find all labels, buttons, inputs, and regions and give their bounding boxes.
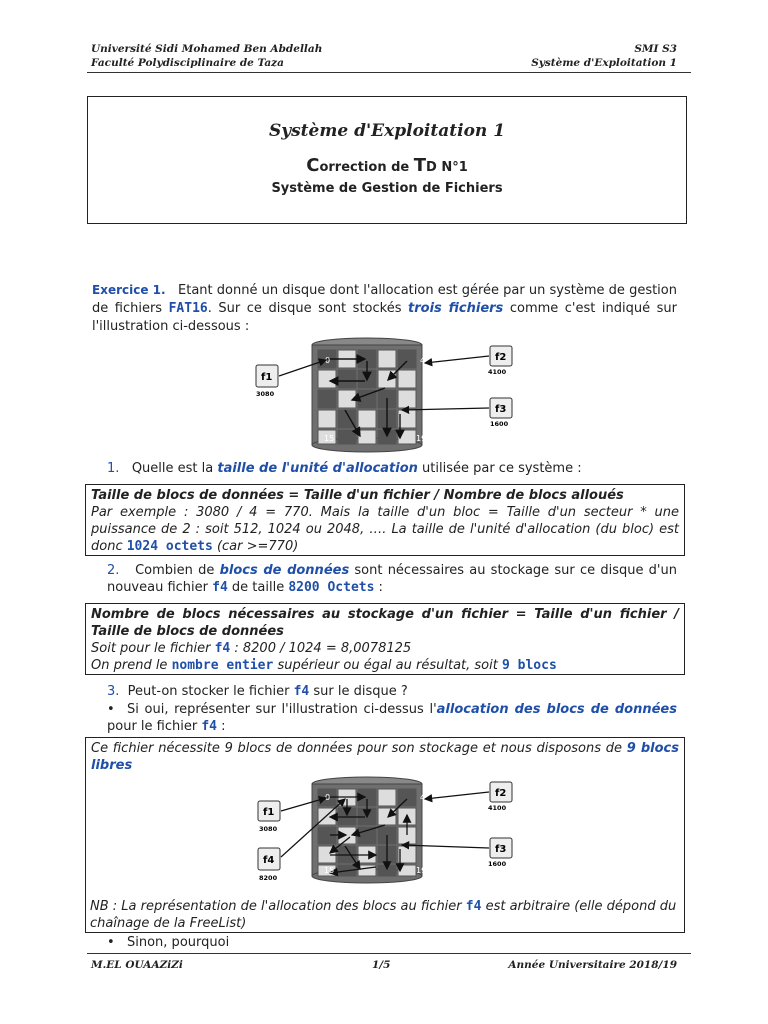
header-faculty: Faculté Polydisciplinaire de Taza [91,57,284,69]
question-2: 2. Combien de blocs de données sont nécessaires au stockage sur ce disque d'un nouveau fichier f4 de taille 8200 Octets : [107,563,677,595]
cell-4-label: 4 [420,356,426,365]
file-f2-size: 4100 [488,804,507,812]
file-f2-size: 4100 [488,368,507,376]
file-f4-size: 8200 [259,874,278,882]
disk-figure-2 [250,775,520,885]
answer-3-line-1: Ce fichier nécessite 9 blocs de données pour son stockage et nous disposons de 9 blocs libres [91,741,679,773]
cell-19-label: 19 [416,434,427,443]
file-f3-label: f3 [495,404,507,415]
disk-figure-1 [250,336,520,454]
cell-0-label: 0 [325,793,331,802]
document-topic: Système de Gestion de Fichiers [271,181,503,196]
answer-2-box [85,603,685,675]
cell-15-label: 15 [324,434,335,443]
file-f3-size: 1600 [490,420,509,428]
footer-rule [87,953,691,954]
header-rule [87,72,691,73]
file-f1-label: f1 [263,807,275,818]
title-box [87,96,687,224]
file-f2-label: f2 [495,352,507,363]
answer-3-note: NB : La représentation de l'allocation des blocs au fichier f4 est arbitraire (elle dépond du chaînage de la FreeList) [90,899,677,931]
question-3: 3. Peut-on stocker le fichier f4 sur le disque ? [107,684,408,699]
cell-4-label: 4 [420,793,426,802]
file-f3-size: 1600 [488,860,507,868]
footer-year: Année Universitaire 2018/19 [508,959,677,971]
file-f1-size: 3080 [259,825,278,833]
file-f1-label: f1 [261,372,273,383]
exercise-intro: Exercice 1. Etant donné un disque dont l'allocation est gérée par un système de gestion de fichiers FAT16. Sur ce disque sont stockés trois fichiers comme c'est indiqué sur l'illustration ci-dessous : [92,283,677,334]
answer-1-explanation: Par exemple : 3080 / 4 = 770. Mais la taille d'un bloc = Taille d'un secteur * une puissance de 2 : soit 512, 1024 ou 2048, …. La taille de l'unité d'allocation (du bloc) est donc 1024 octets (car >=770) [91,505,679,554]
header-university: Université Sidi Mohamed Ben Abdellah [91,43,323,55]
document-title: Système d'Exploitation 1 [268,121,506,141]
file-f2-label: f2 [495,788,507,799]
header-class: SMI S3 [634,43,677,55]
file-f1-size: 3080 [256,390,275,398]
exercise-label: Exercice 1. [92,283,166,297]
answer-2-line-1: Soit pour le fichier f4 : 8200 / 1024 = 8,0078125 [91,641,412,656]
answer-1-formula: Taille de blocs de données = Taille d'un fichier / Nombre de blocs alloués [91,488,624,503]
cell-15-label: 15 [324,866,335,875]
cell-19-label: 19 [416,866,427,875]
file-f4-label: f4 [263,855,275,866]
answer-1-box [85,484,685,556]
footer-page-number: 1/5 [372,959,391,971]
header-course: Système d'Exploitation 1 [531,57,677,69]
question-3-bullet-1: • Si oui, représenter sur l'illustration ci-dessus l'allocation des blocs de données pour le fichier f4 : [107,702,677,734]
document-subtitle: Correction de TD N°1 [306,155,468,176]
footer-author: M.EL OUAAZiZi [91,959,183,971]
question-3-bullet-2: • Sinon, pourquoi [107,935,230,950]
answer-2-line-2: On prend le nombre entier supérieur ou égal au résultat, soit 9 blocs [91,658,557,673]
question-1: 1. Quelle est la taille de l'unité d'allocation utilisée par ce système : [107,461,582,476]
cell-0-label: 0 [325,356,331,365]
answer-2-formula: Nombre de blocs nécessaires au stockage d'un fichier = Taille d'un fichier / Taille de blocs de données [91,607,679,639]
file-f3-label: f3 [495,844,507,855]
